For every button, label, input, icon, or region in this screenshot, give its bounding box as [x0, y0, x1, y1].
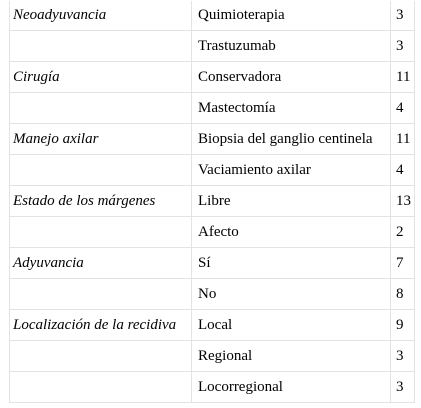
value-cell: Sí	[192, 248, 391, 279]
category-cell	[10, 217, 192, 248]
category-cell: Adyuvancia	[10, 248, 192, 279]
count-cell: 3	[391, 31, 415, 62]
data-table	[9, 1, 415, 403]
count-cell: 4	[391, 93, 415, 124]
category-cell: Cirugía	[10, 62, 192, 93]
count-cell: 3	[391, 1, 415, 31]
value-cell: Mastectomía	[192, 93, 391, 124]
count-cell: 8	[391, 279, 415, 310]
table-row	[10, 155, 415, 186]
category-cell: Manejo axilar	[10, 124, 192, 155]
count-cell: 3	[391, 341, 415, 372]
category-cell	[10, 372, 192, 403]
category-cell: Neoadyuvancia	[10, 1, 192, 31]
value-cell: Conservadora	[192, 62, 391, 93]
category-cell	[10, 155, 192, 186]
category-cell	[10, 93, 192, 124]
table-row	[10, 62, 415, 93]
value-cell: Libre	[192, 186, 391, 217]
count-cell: 3	[391, 372, 415, 403]
table-row	[10, 186, 415, 217]
category-cell	[10, 279, 192, 310]
count-cell: 11	[391, 62, 415, 93]
value-cell: Local	[192, 310, 391, 341]
value-cell: Biopsia del ganglio centinela	[192, 124, 391, 155]
count-cell: 11	[391, 124, 415, 155]
table-row	[10, 341, 415, 372]
category-cell	[10, 31, 192, 62]
value-cell: Quimioterapia	[192, 1, 391, 31]
table-row	[10, 217, 415, 248]
category-cell: Estado de los márgenes	[10, 186, 192, 217]
table-row	[10, 279, 415, 310]
table-row	[10, 248, 415, 279]
table-row	[10, 310, 415, 341]
table-row	[10, 1, 415, 31]
category-cell: Localización de la recidiva	[10, 310, 192, 341]
count-cell: 9	[391, 310, 415, 341]
count-cell: 13	[391, 186, 415, 217]
value-cell: Afecto	[192, 217, 391, 248]
table-row	[10, 124, 415, 155]
count-cell: 4	[391, 155, 415, 186]
table-row	[10, 372, 415, 403]
value-cell: Regional	[192, 341, 391, 372]
value-cell: No	[192, 279, 391, 310]
table-row	[10, 31, 415, 62]
value-cell: Trastuzumab	[192, 31, 391, 62]
table-body	[10, 1, 415, 403]
category-cell	[10, 341, 192, 372]
value-cell: Vaciamiento axilar	[192, 155, 391, 186]
count-cell: 2	[391, 217, 415, 248]
value-cell: Locorregional	[192, 372, 391, 403]
count-cell: 7	[391, 248, 415, 279]
table-row	[10, 93, 415, 124]
